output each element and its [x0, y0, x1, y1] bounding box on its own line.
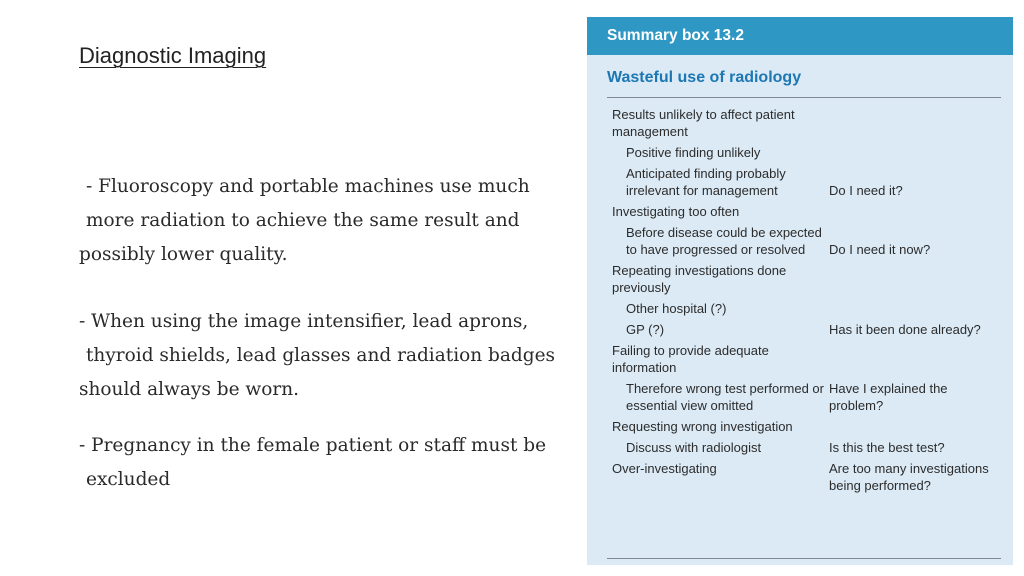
table-row — [587, 165, 1013, 199]
paragraph-line: - When using the image intensifier, lead aprons, — [79, 311, 529, 332]
paragraph-line: should always be worn. — [79, 379, 300, 400]
table-row — [587, 262, 1013, 296]
paragraph-line: possibly lower quality. — [79, 244, 288, 265]
summary-table — [587, 106, 1013, 494]
table-row — [587, 203, 1013, 220]
table-row — [587, 144, 1013, 161]
divider — [607, 558, 1001, 559]
row-situation: Repeating investigations done previously — [612, 263, 787, 295]
slide-title: Diagnostic Imaging — [79, 43, 267, 68]
table-row — [587, 418, 1013, 435]
row-question: Do I need it now? — [829, 242, 931, 257]
table-row — [587, 224, 1013, 258]
row-situation: Investigating too often — [612, 204, 740, 219]
row-situation: Other hospital (?) — [626, 301, 727, 316]
paragraph-pregnancy — [79, 429, 599, 497]
paragraph-line: more radiation to achieve the same result and — [86, 210, 520, 231]
row-situation: Discuss with radiologist — [626, 440, 762, 455]
paragraph-protection — [79, 305, 599, 407]
row-question: Have I explained the problem? — [829, 381, 948, 413]
row-question: Are too many investigations being performed? — [829, 461, 989, 493]
row-situation: Requesting wrong investigation — [612, 419, 793, 434]
table-row — [587, 380, 1013, 414]
table-row — [587, 439, 1013, 456]
table-row — [587, 106, 1013, 140]
divider — [607, 97, 1001, 98]
row-situation: Failing to provide adequate information — [612, 343, 769, 375]
paragraph-fluoroscopy — [79, 170, 599, 272]
row-situation: Over-investigating — [612, 461, 717, 476]
paragraph-line: excluded — [86, 469, 171, 490]
row-question: Has it been done already? — [829, 322, 981, 337]
table-row — [587, 321, 1013, 338]
summary-box-subtitle: Wasteful use of radiology — [607, 69, 802, 86]
row-question: Is this the best test? — [829, 440, 945, 455]
table-row — [587, 300, 1013, 317]
table-row — [587, 460, 1013, 494]
row-situation: GP (?) — [626, 322, 665, 337]
table-row — [587, 342, 1013, 376]
paragraph-line: thyroid shields, lead glasses and radiation badges — [86, 345, 556, 366]
row-question: Do I need it? — [829, 183, 903, 198]
summary-box-header: Summary box 13.2 — [587, 17, 1013, 55]
row-situation: Before disease could be expected to have progressed or resolved — [626, 225, 822, 257]
paragraph-line: - Pregnancy in the female patient or staff must be — [79, 435, 547, 456]
row-situation: Positive finding unlikely — [626, 145, 761, 160]
summary-box-image — [587, 17, 1013, 565]
paragraph-line: - Fluoroscopy and portable machines use much — [86, 176, 530, 197]
row-situation: Anticipated finding probably irrelevant for management — [626, 166, 786, 198]
row-situation: Therefore wrong test performed or essential view omitted — [626, 381, 824, 413]
row-situation: Results unlikely to affect patient management — [612, 107, 795, 139]
